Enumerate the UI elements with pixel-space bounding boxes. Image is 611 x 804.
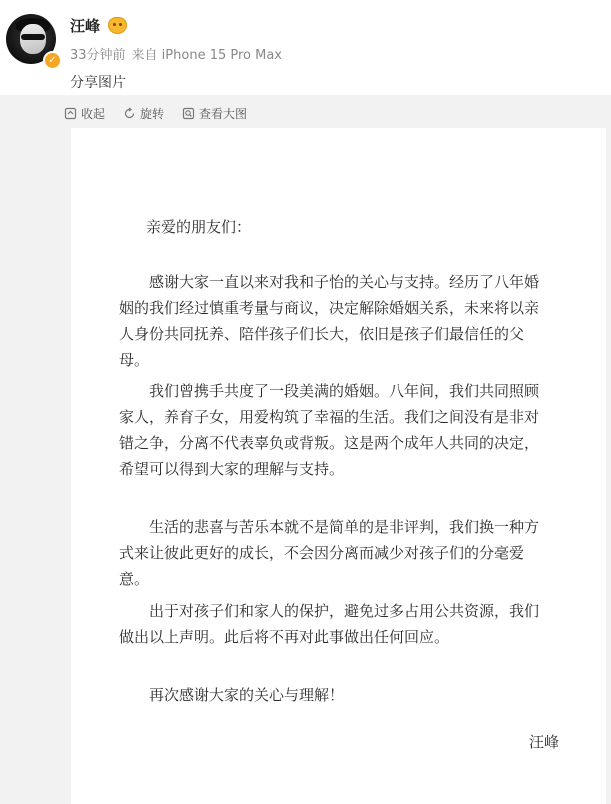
rotate-icon bbox=[123, 107, 136, 120]
letter-paragraph: 再次感谢大家的关心与理解！ bbox=[149, 686, 345, 704]
verified-badge-icon: ✓ bbox=[43, 51, 62, 70]
view-large-label: 查看大图 bbox=[199, 106, 248, 121]
view-large-icon bbox=[182, 107, 195, 120]
letter-signature: 汪峰 bbox=[529, 733, 560, 751]
collapse-button[interactable] bbox=[64, 105, 105, 122]
post-source: 来自 iPhone 15 Pro Max bbox=[131, 48, 282, 63]
post-header bbox=[0, 0, 611, 95]
view-large-button[interactable] bbox=[182, 105, 247, 122]
rotate-button[interactable] bbox=[123, 105, 164, 122]
letter-greeting: 亲爱的朋友们： bbox=[146, 218, 252, 236]
avatar-glasses bbox=[21, 34, 45, 40]
image-toolbar bbox=[64, 103, 247, 123]
letter-image[interactable] bbox=[71, 128, 606, 804]
collapse-icon bbox=[64, 107, 77, 120]
emoji-face-icon[interactable] bbox=[108, 17, 127, 34]
post-time[interactable]: 33分钟前 bbox=[70, 48, 126, 63]
letter-paragraph: 我们曾携手共度了一段美满的婚姻。八年间，我们共同照顾家人，养育子女，用爱构筑了幸福的生活。我们之间没有是非对错之争，分离不代表辜负或背叛。这是两个成年人共同的决定，希望可以得到大家的理解与支持。 bbox=[119, 382, 540, 478]
post-meta bbox=[70, 44, 282, 63]
collapse-label: 收起 bbox=[81, 106, 106, 121]
username[interactable]: 汪峰 bbox=[70, 17, 101, 35]
rotate-label: 旋转 bbox=[140, 106, 165, 121]
letter-paragraph: 感谢大家一直以来对我和子怡的关心与支持。经历了八年婚姻的我们经过慎重考量与商议，决定解除婚姻关系，未来将以亲人身份共同抚养、陪伴孩子们长大，依旧是孩子们最信任的父母。 bbox=[119, 273, 540, 369]
letter-paragraph: 生活的悲喜与苦乐本就不是简单的是非评判，我们换一种方式来让彼此更好的成长，不会因分离而减少对孩子们的分毫爱意。 bbox=[119, 518, 540, 588]
post-text: 分享图片 bbox=[70, 75, 126, 91]
letter-paragraph: 出于对孩子们和家人的保护，避免过多占用公共资源，我们做出以上声明。此后将不再对此事做出任何回应。 bbox=[119, 602, 540, 646]
